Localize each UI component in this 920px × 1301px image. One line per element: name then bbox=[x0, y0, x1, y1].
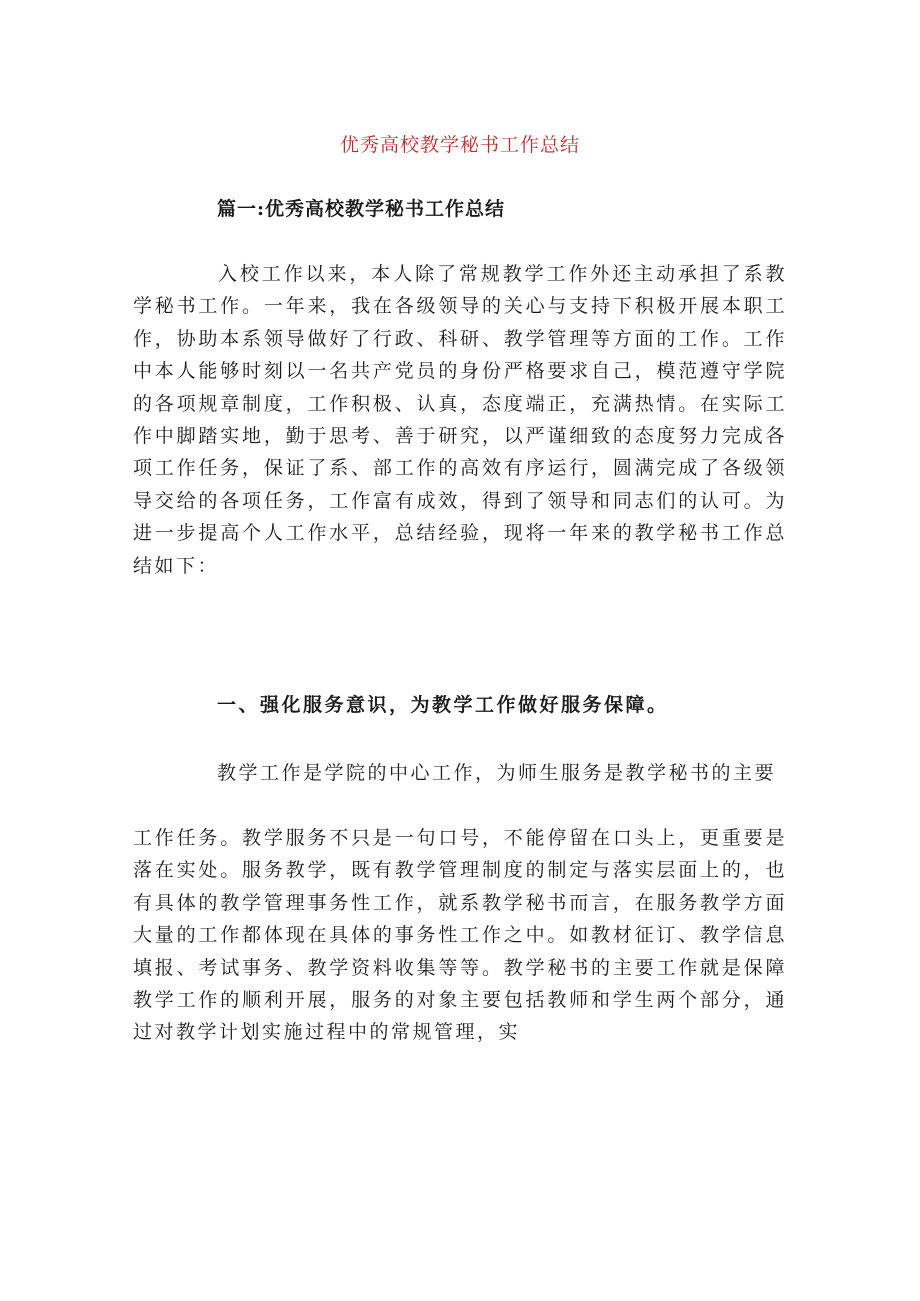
document-title: 优秀高校教学秘书工作总结 bbox=[339, 134, 580, 156]
paragraph-2-lead-line: 教学工作是学院的中心工作，为师生服务是教学秘书的主要 bbox=[217, 762, 777, 784]
subheading-service-awareness: 一、强化服务意识，为教学工作做好服务保障。 bbox=[217, 694, 669, 716]
paragraph-2-body: 工作任务。教学服务不只是一句口号，不能停留在口头上，更重要是落在实处。服务教学，既有教学管理制度的制定与落实层面上的，也有具体的教学管理事务性工作，就系教学秘书而言，在服务教学方面大量的工作都体现在具体的事务性工作之中。如教材征订、教学信息填报、考试事务、教学资料收集等等。教学秘书的主要工作就是保障教学工作的顺利开展，服务的对象主要包括教师和学生两个部分，通过对教学计划实施过程中的常规管理，实 bbox=[133, 827, 787, 1044]
section-heading: 篇一:优秀高校教学秘书工作总结 bbox=[217, 198, 506, 220]
paragraph-intro: 入校工作以来，本人除了常规教学工作外还主动承担了系教学秘书工作。一年来，我在各级领导的关心与支持下积极开展本职工作，协助本系领导做好了行政、科研、教学管理等方面的工作。工作中本人能够时刻以一名共产党员的身份严格要求自己，模范遵守学院的各项规章制度，工作积极、认真，态度端正，充满热情。在实际工作中脚踏实地，勤于思考、善于研究，以严谨细致的态度努力完成各项工作任务，保证了系、部工作的高效有序运行，圆满完成了各级领导交给的各项任务，工作富有成效，得到了领导和同志们的认可。为进一步提高个人工作水平，总结经验，现将一年来的教学秘书工作总结如下： bbox=[133, 263, 787, 577]
